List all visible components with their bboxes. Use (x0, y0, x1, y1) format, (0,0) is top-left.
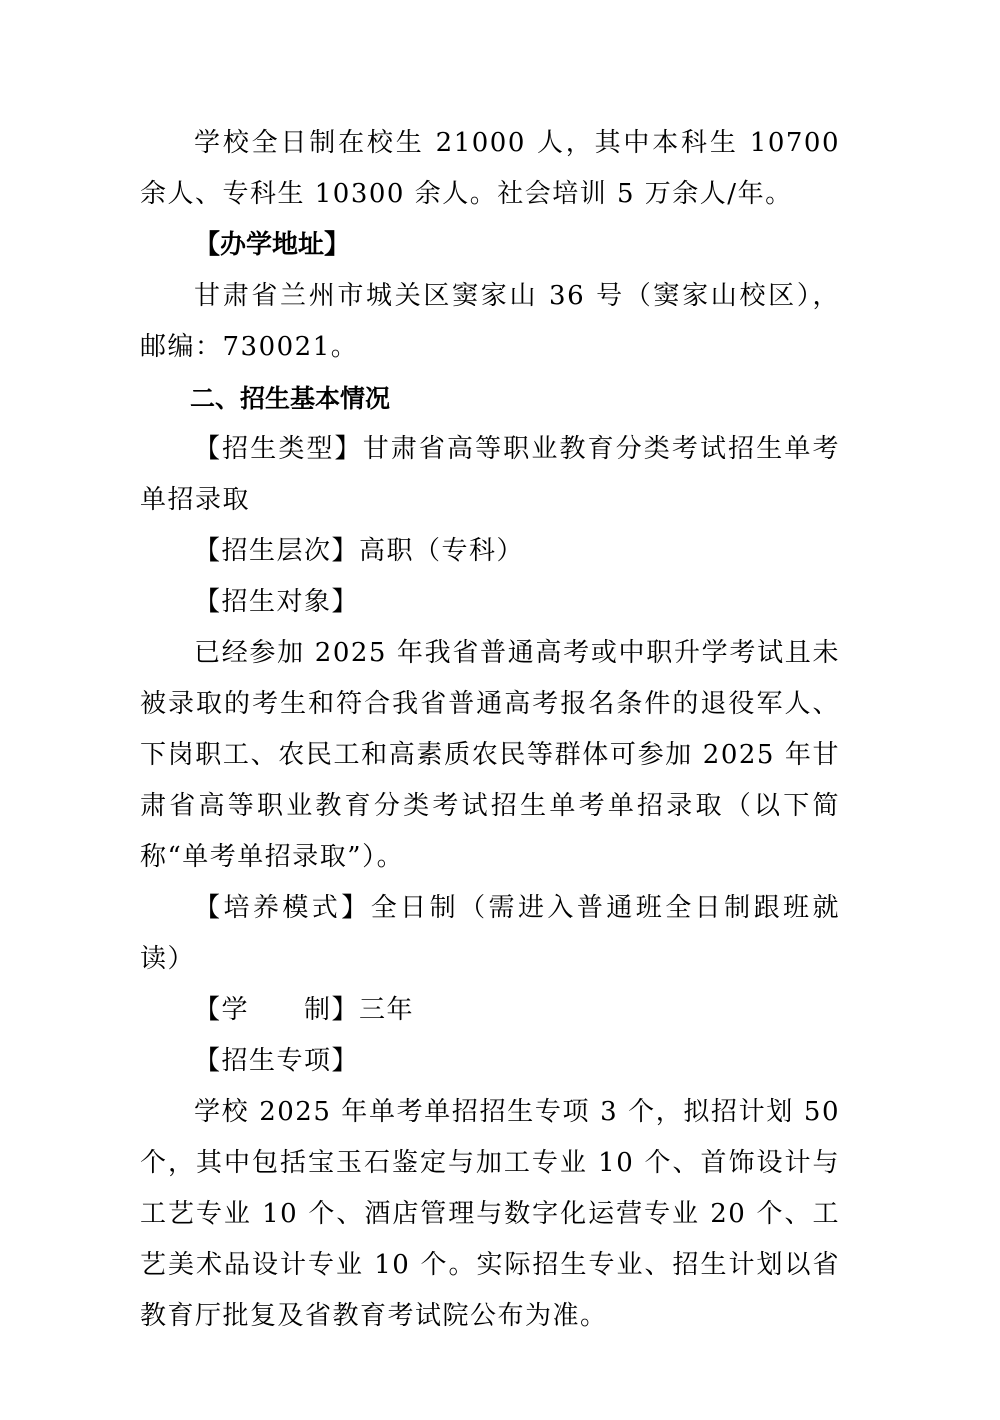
admission-type-paragraph (140, 424, 840, 526)
special-program-heading: 【招生专项】 (194, 1046, 360, 1076)
special-program-paragraph: 学校 2025 年单考单招招生专项 3 个，拟招计划 50 个，其中包括宝玉石鉴定与加工专业 10 个、首饰设计与工艺专业 10 个、酒店管理与数字化运营专业 20 个、工艺美术品设计专业 10 个。实际招生专业、招生计划以省教育厅批复及省教育考试院公布为准。 (140, 1097, 850, 1331)
document-page (140, 118, 850, 1342)
admission-level-label: 【招生层次】 (194, 536, 360, 566)
duration-value: 三年 (359, 995, 415, 1025)
admission-target-heading: 【招生对象】 (194, 587, 360, 617)
section-two-title: 二、招生基本情况 (190, 384, 391, 413)
admission-target-paragraph: 已经参加 2025 年我省普通高考或中职升学考试且未被录取的考生和符合我省普通高考报名条件的退役军人、下岗职工、农民工和高素质农民等群体可参加 2025 年甘肃省高等职业教育分类考试招生单考单招录取（以下简称“单考单招录取”）。 (140, 638, 840, 872)
address-paragraph: 甘肃省兰州市城关区窦家山 36 号（窦家山校区），邮编：730021。 (140, 281, 840, 362)
admission-type-value: 甘肃省高等职业教育分类考试招生单考单招录取 (140, 434, 840, 515)
enrollment-stats-paragraph: 学校全日制在校生 21000 人，其中本科生 10700 余人、专科生 10300 余人。社会培训 5 万余人/年。 (140, 128, 850, 209)
duration-paragraph (140, 985, 840, 1036)
admission-level-value: 高职（专科） (359, 536, 525, 566)
training-mode-paragraph (140, 883, 840, 985)
training-mode-label: 【培养模式】 (194, 893, 371, 923)
admission-level-paragraph (140, 526, 840, 577)
admission-type-label: 【招生类型】 (194, 434, 363, 464)
address-heading: 【办学地址】 (194, 230, 351, 260)
training-mode-value: 全日制（需进入普通班全日制跟班就读） (140, 893, 840, 974)
duration-label: 【学 制】 (194, 995, 360, 1025)
